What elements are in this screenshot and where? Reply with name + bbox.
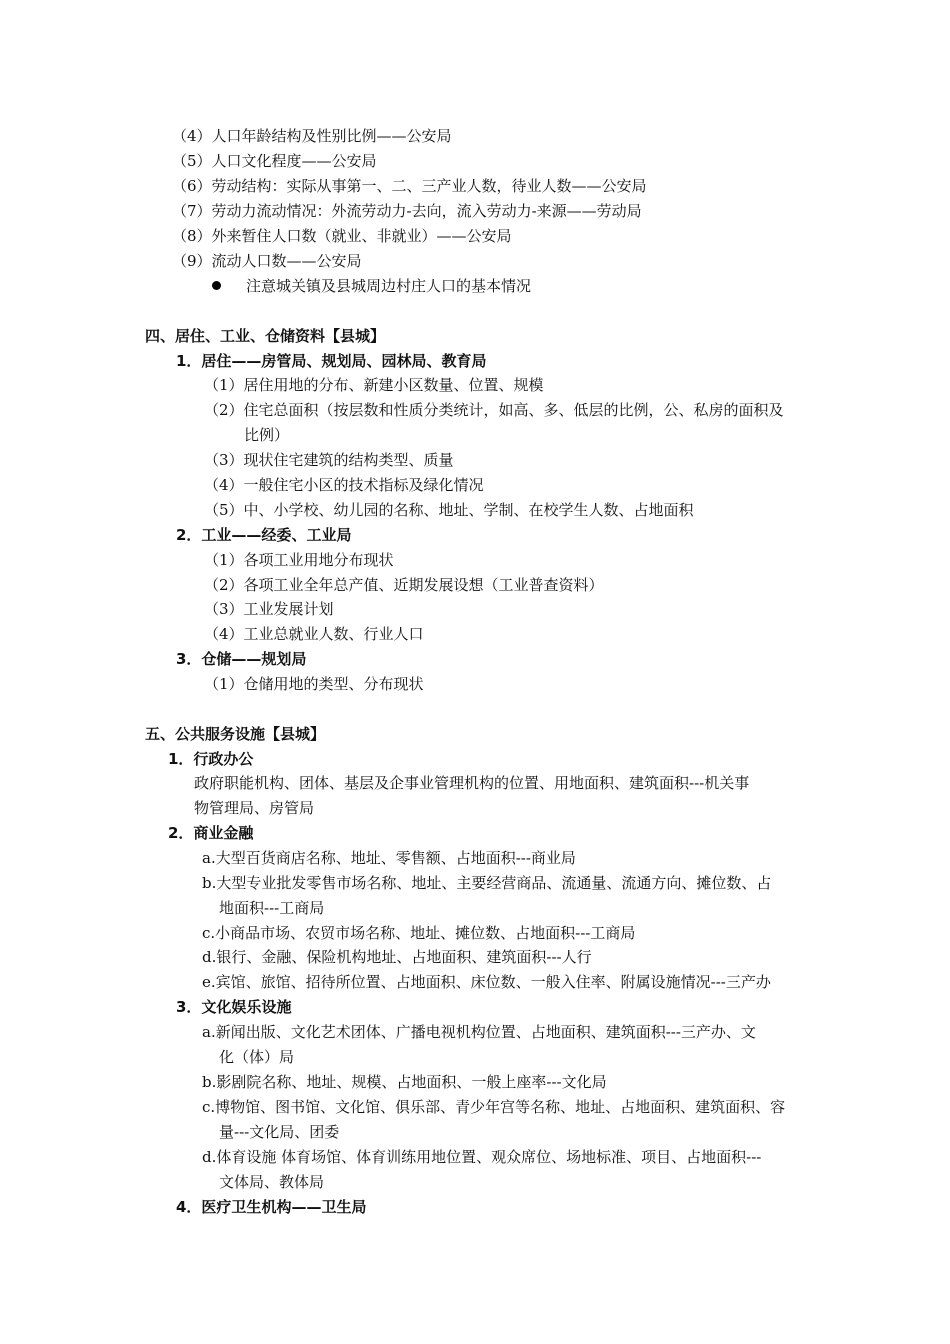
admin-title: 1．行政办公 — [168, 750, 254, 768]
section-4-title: 四、居住、工业、仓储资料【县城】 — [145, 327, 386, 345]
culture-line-c-cont: 量---文化局、团委 — [219, 1123, 340, 1141]
culture-line-a: a.新闻出版、文化艺术团体、广播电视机构位置、占地面积、建筑面积---三产办、文 — [202, 1023, 756, 1041]
industry-title: 2．工业——经委、工业局 — [176, 526, 352, 544]
admin-line-1: 政府职能机构、团体、基层及企事业管理机构的位置、用地面积、建筑面积---机关事 — [194, 774, 750, 792]
culture-line-d: d.体育设施 体育场馆、体育训练用地位置、观众席位、场地标准、项目、占地面积--- — [202, 1148, 762, 1166]
population-item-9: （9）流动人口数——公安局 — [172, 252, 362, 270]
population-item-5: （5）人口文化程度——公安局 — [172, 152, 377, 170]
population-bullet-note: 注意城关镇及县城周边村庄人口的基本情况 — [246, 277, 532, 295]
culture-line-c: c.博物馆、图书馆、文化馆、俱乐部、青少年宫等名称、地址、占地面积、建筑面积、容 — [202, 1098, 786, 1116]
commerce-title: 2．商业金融 — [168, 824, 254, 842]
commerce-line-b-cont: 地面积---工商局 — [219, 899, 325, 917]
population-item-4: （4）人口年龄结构及性别比例——公安局 — [172, 127, 452, 145]
admin-line-2: 物管理局、房管局 — [194, 799, 315, 817]
population-item-7: （7）劳动力流动情况：外流劳动力-去向，流入劳动力-来源——劳动局 — [172, 202, 642, 220]
culture-line-d-cont: 文体局、教体局 — [219, 1173, 325, 1191]
residential-item-4: （4）一般住宅小区的技术指标及绿化情况 — [204, 476, 484, 494]
culture-line-b: b.影剧院名称、地址、规模、占地面积、一般上座率---文化局 — [202, 1073, 607, 1091]
residential-item-1: （1）居住用地的分布、新建小区数量、位置、规模 — [204, 376, 544, 394]
medical-title: 4．医疗卫生机构——卫生局 — [176, 1198, 367, 1216]
population-item-6: （6）劳动结构：实际从事第一、二、三产业人数，待业人数——公安局 — [172, 177, 647, 195]
residential-item-3: （3）现状住宅建筑的结构类型、质量 — [204, 451, 454, 469]
industry-item-1: （1）各项工业用地分布现状 — [204, 551, 394, 569]
commerce-line-d: d.银行、金融、保险机构地址、占地面积、建筑面积---人行 — [202, 948, 592, 966]
population-item-8: （8）外来暂住人口数（就业、非就业）——公安局 — [172, 227, 512, 245]
residential-title: 1．居住——房管局、规划局、园林局、教育局 — [176, 352, 487, 370]
commerce-line-c: c.小商品市场、农贸市场名称、地址、摊位数、占地面积---工商局 — [202, 924, 636, 942]
culture-title: 3．文化娱乐设施 — [176, 998, 292, 1016]
industry-item-3: （3）工业发展计划 — [204, 600, 334, 618]
commerce-line-a: a.大型百货商店名称、地址、零售额、占地面积---商业局 — [202, 849, 576, 867]
residential-item-2: （2）住宅总面积（按层数和性质分类统计，如高、多、低层的比例，公、私房的面积及 — [204, 401, 784, 419]
storage-item-1: （1）仓储用地的类型、分布现状 — [204, 675, 424, 693]
industry-item-2: （2）各项工业全年总产值、近期发展设想（工业普查资料） — [204, 576, 604, 594]
culture-line-a-cont: 化（体）局 — [219, 1048, 295, 1066]
commerce-line-e: e.宾馆、旅馆、招待所位置、占地面积、床位数、一般入住率、附属设施情况---三产办 — [202, 973, 771, 991]
bullet-dot-icon — [212, 281, 221, 290]
industry-item-4: （4）工业总就业人数、行业人口 — [204, 625, 424, 643]
storage-title: 3．仓储——规划局 — [176, 650, 307, 668]
residential-item-5: （5）中、小学校、幼儿园的名称、地址、学制、在校学生人数、占地面积 — [204, 501, 694, 519]
section-5-title: 五、公共服务设施【县城】 — [145, 725, 326, 743]
residential-item-2-cont: 比例） — [244, 426, 290, 444]
commerce-line-b: b.大型专业批发零售市场名称、地址、主要经营商品、流通量、流通方向、摊位数、占 — [202, 874, 772, 892]
